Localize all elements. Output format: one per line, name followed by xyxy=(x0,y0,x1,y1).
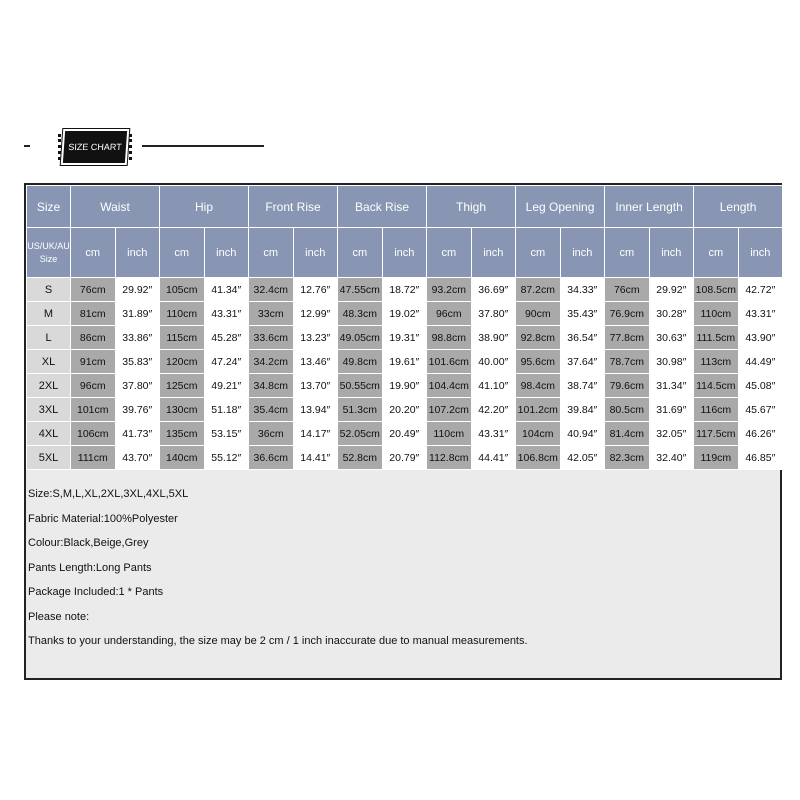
inch-value-cell: 45.67″ xyxy=(738,398,783,422)
cm-value-cell: 98.4cm xyxy=(516,374,561,398)
cm-value-cell: 35.4cm xyxy=(249,398,294,422)
cm-value-cell: 119cm xyxy=(694,446,739,470)
cm-value-cell: 76cm xyxy=(71,278,116,302)
unit-inch-label: inch xyxy=(738,228,783,278)
inch-value-cell: 44.49″ xyxy=(738,350,783,374)
cm-value-cell: 77.8cm xyxy=(605,326,650,350)
inch-value-cell: 31.34″ xyxy=(649,374,694,398)
inch-value-cell: 44.41″ xyxy=(471,446,516,470)
cm-value-cell: 78.7cm xyxy=(605,350,650,374)
inch-value-cell: 36.54″ xyxy=(560,326,605,350)
unit-cm-label: cm xyxy=(605,228,650,278)
col-header-size: Size xyxy=(27,186,71,228)
inch-value-cell: 45.28″ xyxy=(204,326,249,350)
inch-value-cell: 13.23″ xyxy=(293,326,338,350)
col-header-leg-opening: Leg Opening xyxy=(516,186,605,228)
table-row xyxy=(27,374,783,398)
inch-value-cell: 36.69″ xyxy=(471,278,516,302)
table-header-row xyxy=(27,186,783,228)
cm-value-cell: 98.8cm xyxy=(427,326,472,350)
col-header-back-rise: Back Rise xyxy=(338,186,427,228)
cm-value-cell: 115cm xyxy=(160,326,205,350)
cm-value-cell: 76cm xyxy=(605,278,650,302)
cm-value-cell: 114.5cm xyxy=(694,374,739,398)
cm-value-cell: 112.8cm xyxy=(427,446,472,470)
cm-value-cell: 113cm xyxy=(694,350,739,374)
inch-value-cell: 19.61″ xyxy=(382,350,427,374)
header-dash xyxy=(24,145,30,147)
cm-value-cell: 130cm xyxy=(160,398,205,422)
cm-value-cell: 90cm xyxy=(516,302,561,326)
col-header-waist: Waist xyxy=(71,186,160,228)
inch-value-cell: 31.69″ xyxy=(649,398,694,422)
cm-value-cell: 33.6cm xyxy=(249,326,294,350)
cm-value-cell: 82.3cm xyxy=(605,446,650,470)
cm-value-cell: 116cm xyxy=(694,398,739,422)
size-cell: M xyxy=(27,302,71,326)
unit-cm-label: cm xyxy=(71,228,116,278)
inch-value-cell: 20.20″ xyxy=(382,398,427,422)
inch-value-cell: 30.63″ xyxy=(649,326,694,350)
inch-value-cell: 12.76″ xyxy=(293,278,338,302)
table-row xyxy=(27,302,783,326)
inch-value-cell: 43.31″ xyxy=(738,302,783,326)
col-header-hip: Hip xyxy=(160,186,249,228)
cm-value-cell: 101.6cm xyxy=(427,350,472,374)
inch-value-cell: 37.80″ xyxy=(471,302,516,326)
inch-value-cell: 32.40″ xyxy=(649,446,694,470)
inch-value-cell: 19.90″ xyxy=(382,374,427,398)
inch-value-cell: 37.80″ xyxy=(115,374,160,398)
inch-value-cell: 14.17″ xyxy=(293,422,338,446)
unit-cm-label: cm xyxy=(694,228,739,278)
cm-value-cell: 76.9cm xyxy=(605,302,650,326)
unit-cm-label: cm xyxy=(160,228,205,278)
size-chart-header xyxy=(24,131,244,165)
unit-inch-label: inch xyxy=(204,228,249,278)
cm-value-cell: 80.5cm xyxy=(605,398,650,422)
size-cell: 3XL xyxy=(27,398,71,422)
inch-value-cell: 19.31″ xyxy=(382,326,427,350)
table-row xyxy=(27,446,783,470)
table-row xyxy=(27,326,783,350)
inch-value-cell: 31.89″ xyxy=(115,302,160,326)
note-line: Fabric Material:100%Polyester xyxy=(28,512,178,525)
cm-value-cell: 86cm xyxy=(71,326,116,350)
inch-value-cell: 39.84″ xyxy=(560,398,605,422)
unit-cm-label: cm xyxy=(427,228,472,278)
cm-value-cell: 106.8cm xyxy=(516,446,561,470)
cm-value-cell: 52.8cm xyxy=(338,446,383,470)
cm-value-cell: 140cm xyxy=(160,446,205,470)
inch-value-cell: 32.05″ xyxy=(649,422,694,446)
inch-value-cell: 13.94″ xyxy=(293,398,338,422)
col-header-inner-length: Inner Length xyxy=(605,186,694,228)
cm-value-cell: 47.55cm xyxy=(338,278,383,302)
inch-value-cell: 46.26″ xyxy=(738,422,783,446)
note-line: Please note: xyxy=(28,610,90,623)
col-header-front-rise: Front Rise xyxy=(249,186,338,228)
inch-value-cell: 37.64″ xyxy=(560,350,605,374)
table-body xyxy=(27,278,783,470)
inch-value-cell: 41.34″ xyxy=(204,278,249,302)
inch-value-cell: 34.33″ xyxy=(560,278,605,302)
cm-value-cell: 117.5cm xyxy=(694,422,739,446)
cm-value-cell: 34.8cm xyxy=(249,374,294,398)
cm-value-cell: 48.3cm xyxy=(338,302,383,326)
cm-value-cell: 125cm xyxy=(160,374,205,398)
size-cell: 4XL xyxy=(27,422,71,446)
inch-value-cell: 13.46″ xyxy=(293,350,338,374)
inch-value-cell: 46.85″ xyxy=(738,446,783,470)
unit-inch-label: inch xyxy=(649,228,694,278)
cm-value-cell: 106cm xyxy=(71,422,116,446)
cm-value-cell: 51.3cm xyxy=(338,398,383,422)
inch-value-cell: 49.21″ xyxy=(204,374,249,398)
note-line: Package Included:1 * Pants xyxy=(28,586,164,598)
unit-cm-label: cm xyxy=(338,228,383,278)
size-region-label: US/UK/AU Size xyxy=(27,228,71,278)
size-chart-panel xyxy=(24,183,782,680)
inch-value-cell: 33.86″ xyxy=(115,326,160,350)
inch-value-cell: 35.83″ xyxy=(115,350,160,374)
inch-value-cell: 38.90″ xyxy=(471,326,516,350)
size-chart-badge: SIZE CHART xyxy=(63,131,127,163)
inch-value-cell: 18.72″ xyxy=(382,278,427,302)
inch-value-cell: 20.49″ xyxy=(382,422,427,446)
table-row xyxy=(27,422,783,446)
table-row xyxy=(27,398,783,422)
cm-value-cell: 110cm xyxy=(427,422,472,446)
table-row xyxy=(27,278,783,302)
inch-value-cell: 40.94″ xyxy=(560,422,605,446)
cm-value-cell: 135cm xyxy=(160,422,205,446)
cm-value-cell: 104.4cm xyxy=(427,374,472,398)
cm-value-cell: 36cm xyxy=(249,422,294,446)
inch-value-cell: 41.73″ xyxy=(115,422,160,446)
cm-value-cell: 120cm xyxy=(160,350,205,374)
cm-value-cell: 32.4cm xyxy=(249,278,294,302)
note-line: Pants Length:Long Pants xyxy=(28,561,152,574)
cm-value-cell: 108.5cm xyxy=(694,278,739,302)
col-header-thigh: Thigh xyxy=(427,186,516,228)
cm-value-cell: 101.2cm xyxy=(516,398,561,422)
cm-value-cell: 110cm xyxy=(160,302,205,326)
cm-value-cell: 36.6cm xyxy=(249,446,294,470)
cm-value-cell: 79.6cm xyxy=(605,374,650,398)
inch-value-cell: 13.70″ xyxy=(293,374,338,398)
inch-value-cell: 30.28″ xyxy=(649,302,694,326)
unit-inch-label: inch xyxy=(115,228,160,278)
note-line: Colour:Black,Beige,Grey xyxy=(28,537,149,549)
size-cell: S xyxy=(27,278,71,302)
inch-value-cell: 29.92″ xyxy=(649,278,694,302)
inch-value-cell: 40.00″ xyxy=(471,350,516,374)
inch-value-cell: 19.02″ xyxy=(382,302,427,326)
inch-value-cell: 29.92″ xyxy=(115,278,160,302)
cm-value-cell: 107.2cm xyxy=(427,398,472,422)
inch-value-cell: 30.98″ xyxy=(649,350,694,374)
cm-value-cell: 34.2cm xyxy=(249,350,294,374)
inch-value-cell: 42.05″ xyxy=(560,446,605,470)
inch-value-cell: 55.12″ xyxy=(204,446,249,470)
cm-value-cell: 87.2cm xyxy=(516,278,561,302)
cm-value-cell: 105cm xyxy=(160,278,205,302)
cm-value-cell: 96cm xyxy=(427,302,472,326)
cm-value-cell: 93.2cm xyxy=(427,278,472,302)
size-cell: 2XL xyxy=(27,374,71,398)
cm-value-cell: 111.5cm xyxy=(694,326,739,350)
inch-value-cell: 51.18″ xyxy=(204,398,249,422)
size-cell: 5XL xyxy=(27,446,71,470)
size-table xyxy=(26,185,783,470)
header-rule xyxy=(142,145,264,147)
inch-value-cell: 12.99″ xyxy=(293,302,338,326)
cm-value-cell: 81.4cm xyxy=(605,422,650,446)
cm-value-cell: 52.05cm xyxy=(338,422,383,446)
unit-inch-label: inch xyxy=(293,228,338,278)
inch-value-cell: 38.74″ xyxy=(560,374,605,398)
inch-value-cell: 42.20″ xyxy=(471,398,516,422)
unit-cm-label: cm xyxy=(249,228,294,278)
cm-value-cell: 101cm xyxy=(71,398,116,422)
cm-value-cell: 91cm xyxy=(71,350,116,374)
cm-value-cell: 50.55cm xyxy=(338,374,383,398)
cm-value-cell: 104cm xyxy=(516,422,561,446)
inch-value-cell: 42.72″ xyxy=(738,278,783,302)
unit-cm-label: cm xyxy=(516,228,561,278)
inch-value-cell: 43.31″ xyxy=(471,422,516,446)
inch-value-cell: 43.90″ xyxy=(738,326,783,350)
product-notes xyxy=(26,482,782,654)
unit-inch-label: inch xyxy=(471,228,516,278)
cm-value-cell: 96cm xyxy=(71,374,116,398)
inch-value-cell: 43.31″ xyxy=(204,302,249,326)
inch-value-cell: 35.43″ xyxy=(560,302,605,326)
inch-value-cell: 14.41″ xyxy=(293,446,338,470)
size-cell: XL xyxy=(27,350,71,374)
table-unit-row xyxy=(27,228,783,278)
size-cell: L xyxy=(27,326,71,350)
cm-value-cell: 81cm xyxy=(71,302,116,326)
cm-value-cell: 110cm xyxy=(694,302,739,326)
unit-inch-label: inch xyxy=(560,228,605,278)
cm-value-cell: 49.8cm xyxy=(338,350,383,374)
unit-inch-label: inch xyxy=(382,228,427,278)
inch-value-cell: 53.15″ xyxy=(204,422,249,446)
col-header-length: Length xyxy=(694,186,783,228)
note-line: Size:S,M,L,XL,2XL,3XL,4XL,5XL xyxy=(28,488,189,500)
inch-value-cell: 43.70″ xyxy=(115,446,160,470)
inch-value-cell: 45.08″ xyxy=(738,374,783,398)
inch-value-cell: 39.76″ xyxy=(115,398,160,422)
cm-value-cell: 49.05cm xyxy=(338,326,383,350)
note-line: Thanks to your understanding, the size may be 2 cm / 1 inch inaccurate due to manual measurements. xyxy=(28,635,528,647)
cm-value-cell: 92.8cm xyxy=(516,326,561,350)
cm-value-cell: 95.6cm xyxy=(516,350,561,374)
cm-value-cell: 111cm xyxy=(71,446,116,470)
inch-value-cell: 47.24″ xyxy=(204,350,249,374)
table-row xyxy=(27,350,783,374)
cm-value-cell: 33cm xyxy=(249,302,294,326)
inch-value-cell: 41.10″ xyxy=(471,374,516,398)
inch-value-cell: 20.79″ xyxy=(382,446,427,470)
